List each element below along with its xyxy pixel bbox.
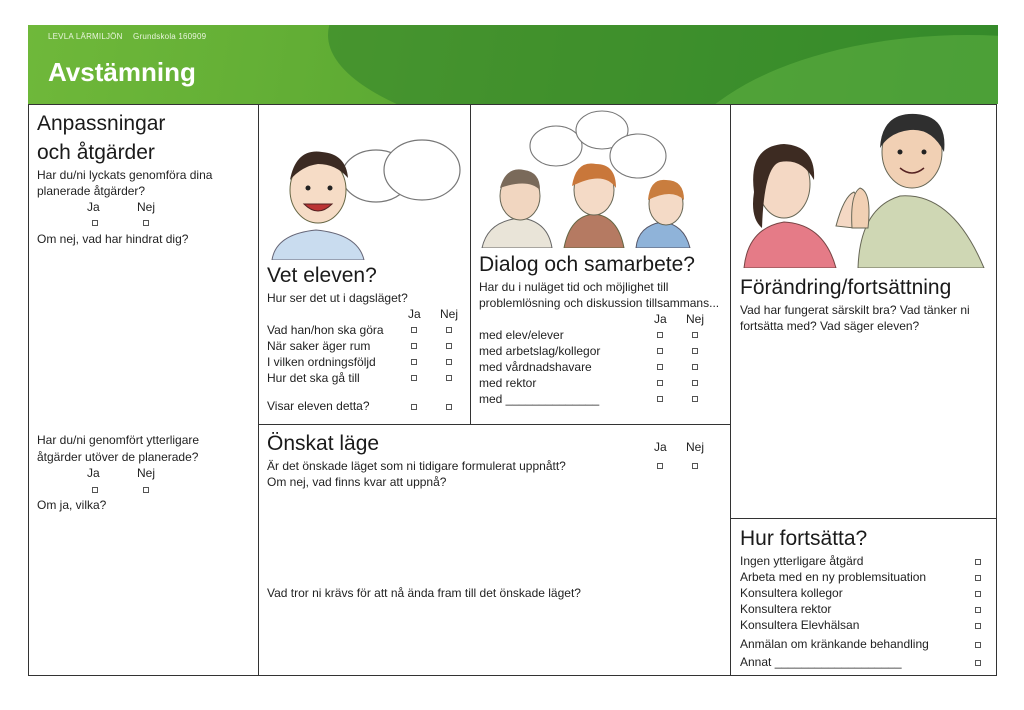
dialog-item-2-no-checkbox[interactable]: [692, 364, 698, 370]
dialog-item-1-no-checkbox[interactable]: [692, 348, 698, 354]
hur-item-5: Anmälan om kränkande behandling: [740, 637, 929, 651]
onskat-q1: Är det önskade läget som ni tidigare formulerat uppnått?: [267, 459, 566, 473]
onskat-heading: Önskat läge: [267, 432, 380, 455]
dialog-item-0-yes-checkbox[interactable]: [657, 332, 663, 338]
hur-item-1-checkbox[interactable]: [975, 575, 981, 581]
dialog-item-4: med ______________: [479, 392, 600, 406]
hur-item-4-checkbox[interactable]: [975, 623, 981, 629]
vet-item-1-yes-checkbox[interactable]: [411, 343, 417, 349]
brand-subtitle: Grundskola 160909: [133, 32, 207, 41]
vet-item-0-no-checkbox[interactable]: [446, 327, 452, 333]
header-banner: [28, 25, 998, 104]
divider: [730, 518, 997, 519]
hur-item-1: Arbeta med en ny problemsituation: [740, 570, 927, 584]
hur-item-6: Annat ___________________: [740, 655, 902, 669]
dialog-item-0-no-checkbox[interactable]: [692, 332, 698, 338]
dialog-item-2: med vårdnadshavare: [479, 360, 592, 374]
hur-item-2: Konsultera kollegor: [740, 586, 843, 600]
yes-label: Ja: [87, 200, 100, 214]
brand-name: LEVLA LÄRMILJÖN: [48, 32, 123, 41]
vet-question: Hur ser det ut i dagsläget?: [267, 291, 408, 305]
boy-with-speech-bubbles-icon: [266, 134, 464, 260]
dialog-item-4-yes-checkbox[interactable]: [657, 396, 663, 402]
left-q1-line1: Har du/ni lyckats genomföra dina: [37, 168, 213, 182]
hur-heading: Hur fortsätta?: [740, 527, 868, 550]
forandring-text-line1: Vad har fungerat särskilt bra? Vad tänker ni: [740, 303, 970, 317]
dialog-item-2-yes-checkbox[interactable]: [657, 364, 663, 370]
dialog-item-3-yes-checkbox[interactable]: [657, 380, 663, 386]
dialog-item-1: med arbetslag/kollegor: [479, 344, 601, 358]
vet-extra: Visar eleven detta?: [267, 399, 370, 413]
hur-item-0: Ingen ytterligare åtgärd: [740, 554, 864, 568]
left-heading-1: Anpassningar: [37, 112, 166, 135]
yes-label: Ja: [87, 466, 100, 480]
onskat-q1-yes-checkbox[interactable]: [657, 463, 663, 469]
vet-item-3-yes-checkbox[interactable]: [411, 375, 417, 381]
left-q2-line1: Har du/ni genomfört ytterligare: [37, 433, 200, 447]
vet-item-3-no-checkbox[interactable]: [446, 375, 452, 381]
highfive-icon: [740, 108, 988, 268]
left-q2-follow: Om ja, vilka?: [37, 498, 107, 512]
vet-heading: Vet eleven?: [267, 264, 377, 287]
yes-label: Ja: [408, 307, 421, 321]
hur-item-0-checkbox[interactable]: [975, 559, 981, 565]
no-label: Nej: [440, 307, 459, 321]
divider: [258, 104, 259, 676]
vet-item-2: I vilken ordningsföljd: [267, 355, 376, 369]
yes-label: Ja: [654, 312, 667, 326]
page-title: Avstämning: [48, 57, 196, 87]
left-q1-follow: Om nej, vad har hindrat dig?: [37, 232, 189, 246]
divider: [258, 424, 731, 425]
dialog-question-line2: problemlösning och diskussion tillsammans...: [479, 296, 720, 310]
left-q1-no-checkbox[interactable]: [143, 220, 149, 226]
left-q2-no-checkbox[interactable]: [143, 487, 149, 493]
left-q1-yes-checkbox[interactable]: [92, 220, 98, 226]
vet-item-1-no-checkbox[interactable]: [446, 343, 452, 349]
vet-item-0-yes-checkbox[interactable]: [411, 327, 417, 333]
no-label: Nej: [686, 312, 705, 326]
dialog-item-3-no-checkbox[interactable]: [692, 380, 698, 386]
divider: [730, 104, 731, 676]
dialog-item-0: med elev/elever: [479, 328, 564, 342]
left-q2-yes-checkbox[interactable]: [92, 487, 98, 493]
vet-item-2-no-checkbox[interactable]: [446, 359, 452, 365]
dialog-item-4-no-checkbox[interactable]: [692, 396, 698, 402]
hur-item-5-checkbox[interactable]: [975, 642, 981, 648]
vet-item-3: Hur det ska gå till: [267, 371, 360, 385]
hur-item-3: Konsultera rektor: [740, 602, 832, 616]
no-label: Nej: [137, 200, 156, 214]
hur-item-4: Konsultera Elevhälsan: [740, 618, 860, 632]
no-label: Nej: [137, 466, 156, 480]
onskat-q2: Vad tror ni krävs för att nå ända fram till det önskade läget?: [267, 586, 581, 600]
dialog-item-1-yes-checkbox[interactable]: [657, 348, 663, 354]
hur-item-3-checkbox[interactable]: [975, 607, 981, 613]
left-q2-line2: åtgärder utöver de planerade?: [37, 450, 199, 464]
brand-line: [48, 32, 214, 41]
left-q1-line2: planerade åtgärder?: [37, 184, 146, 198]
divider: [470, 104, 471, 424]
forandring-text-line2: fortsätta med? Vad säger eleven?: [740, 319, 920, 333]
forandring-heading: Förändring/fortsättning: [740, 276, 952, 299]
onskat-q1-follow: Om nej, vad finns kvar att uppnå?: [267, 475, 447, 489]
onskat-q1-no-checkbox[interactable]: [692, 463, 698, 469]
no-label: Nej: [686, 440, 705, 454]
hur-item-6-checkbox[interactable]: [975, 660, 981, 666]
dialog-item-3: med rektor: [479, 376, 537, 390]
vet-extra-yes-checkbox[interactable]: [411, 404, 417, 410]
hur-item-2-checkbox[interactable]: [975, 591, 981, 597]
vet-extra-no-checkbox[interactable]: [446, 404, 452, 410]
dialog-question-line1: Har du i nuläget tid och möjlighet till: [479, 280, 669, 294]
left-heading-2: och åtgärder: [37, 141, 155, 164]
yes-label: Ja: [654, 440, 667, 454]
dialog-heading: Dialog och samarbete?: [479, 253, 695, 276]
vet-item-1: När saker äger rum: [267, 339, 371, 353]
vet-item-2-yes-checkbox[interactable]: [411, 359, 417, 365]
vet-item-0: Vad han/hon ska göra: [267, 323, 384, 337]
group-dialog-icon: [478, 108, 706, 248]
